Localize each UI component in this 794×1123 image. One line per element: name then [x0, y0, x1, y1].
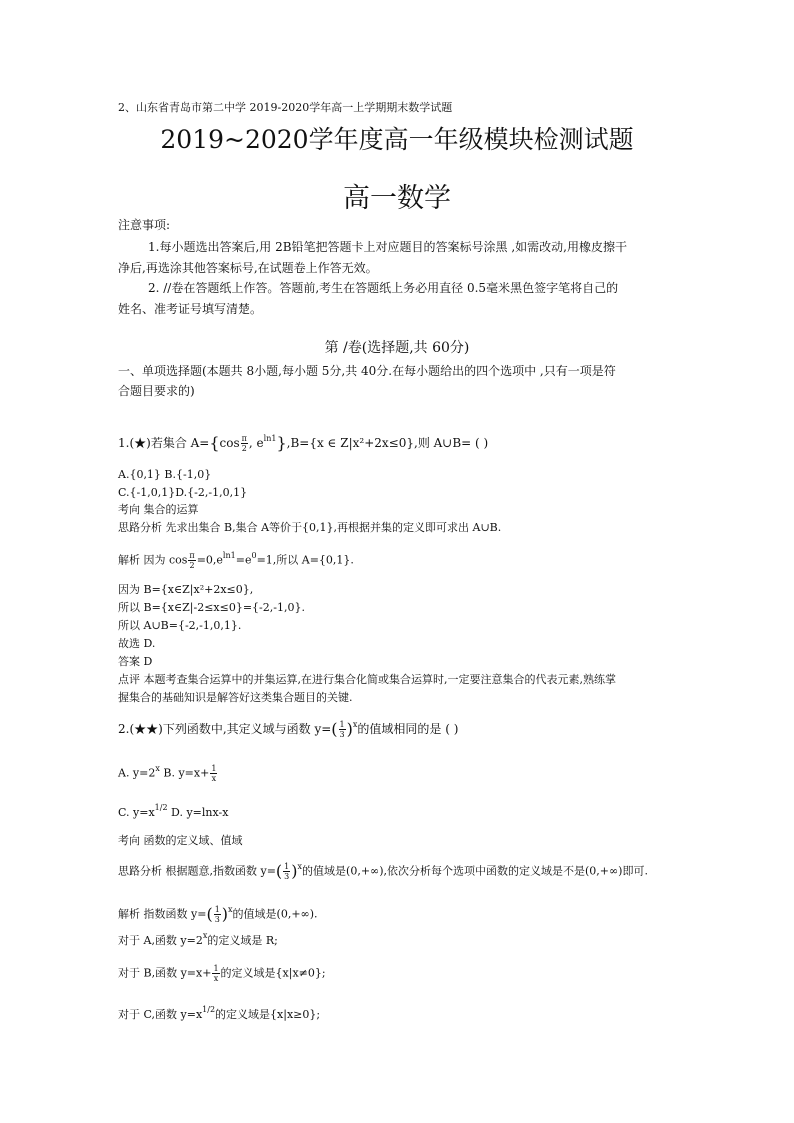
q2-jiexi: 解析 指数函数 y=( $\frac{1}{3}$ )$^x$的值域是(0,+∞).	[118, 904, 318, 924]
q2-line-b-pre: 对于 B,函数 y=x+	[118, 966, 212, 980]
notes-heading: 注意事项:	[118, 218, 171, 232]
q2-jiexi-frac: $\frac{1}{3}$	[214, 905, 220, 924]
note-2-line-2: 姓名、准考证号填写清楚。	[118, 302, 263, 316]
q2-option-d: D. y=lnx-x	[167, 806, 229, 819]
q1-jiexi-exp2: 0	[251, 550, 257, 560]
page-subtitle: 高一数学	[343, 183, 451, 214]
part1-line-2: 合题目要求的)	[118, 384, 195, 398]
q2-silu: 思路分析 根据题意,指数函数 y=( $\frac{1}{3}$ )$^x$的值域是(0,+∞),依次分析每个选项中函数的定义域是不是(0,+∞)即可.	[118, 861, 648, 881]
q2-silu-post: 的值域是(0,+∞),依次分析每个选项中函数的定义域是不是(0,+∞)即可.	[302, 864, 648, 878]
note-1-line-1: 1.每小题选出答案后,用 2B铅笔把答题卡上对应题目的答案标号涂黑 ,如需改动,用橡皮擦干	[148, 240, 627, 254]
q2-stem-post: 的值域相同的是 ( )	[357, 722, 459, 736]
q1-comment-2: 握集合的基础知识是解答好这类集合题目的关键.	[118, 691, 353, 704]
q1-jiexi-exp1: ln1	[222, 550, 236, 560]
q2-line-a-exp: x	[202, 931, 208, 940]
q2-jiexi-pre: 解析 指数函数 y=	[118, 907, 207, 921]
q2-option-b: B. y=x+	[159, 766, 210, 780]
q2-exp: x	[352, 720, 358, 729]
q1-jiexi-mid: =e	[235, 553, 252, 567]
part1-line-1: 一、单项选择题(本题共 8小题,每小题 5分,共 40分.在每小题给出的四个选项中 ,只有一项是符	[118, 364, 616, 378]
q1-jiexi-post: =0,e	[196, 553, 223, 567]
q1-pi-frac: $\frac{\pi}{2}$	[241, 434, 247, 453]
q1-cos: cos	[219, 436, 240, 450]
page-title: 2019~2020学年度高一年级模块检测试题	[160, 125, 634, 154]
q1-options-cd: C.{-1,0,1}D.{-2,-1,0,1}	[118, 486, 248, 499]
q1-stem-pre: 1.(★)若集合 A=	[118, 436, 210, 450]
q2-jiexi-post: 的值域是(0,+∞).	[232, 907, 318, 921]
q1-options-ab: A.{0,1} B.{-1,0}	[118, 468, 212, 481]
q2-line-a-pre: 对于 A,函数 y=2	[118, 934, 203, 947]
note-1-line-2: 净后,再选涂其他答案标号,在试题卷上作答无效。	[118, 261, 378, 275]
source-line: 2、山东省青岛市第二中学 2019-2020学年高一上学期期末数学试题	[118, 101, 453, 114]
q2-line-c-exp: 1/2	[202, 1005, 216, 1014]
q1-line-1: 因为 B={x∈Z|x²+2x≤0},	[118, 583, 254, 596]
note-2-line-1: 2. //卷在答题纸上作答。答题前,考生在答题纸上务必用直径 0.5毫米黑色签字笔将自己的	[148, 281, 619, 295]
q2-line-b-post: 的定义域是{x|x≠0};	[220, 966, 326, 980]
q2-line-b	[118, 964, 326, 983]
q1-stem-post: ,B={x ∈ Z|x²+2x≤0},则 A∪B= ( )	[286, 436, 489, 450]
q2-option-a: A. y=2	[118, 766, 156, 780]
q1-jiexi	[118, 551, 354, 570]
q1-line-2: 所以 B={x∈Z|-2≤x≤0}={-2,-1,0}.	[118, 601, 305, 614]
q2-stem-pre: 2.(★★)下列函数中,其定义域与函数 y=	[118, 722, 332, 736]
q2-line-a	[118, 931, 278, 949]
q2-options-cd	[118, 803, 229, 821]
q1-jiexi-end: =1,所以 A={0,1}.	[256, 553, 354, 567]
q2-silu-frac: $\frac{1}{3}$	[284, 862, 290, 881]
q2-option-c-exp: 1/2	[154, 803, 168, 812]
q1-jiexi-pre: 解析 因为 cos	[118, 553, 188, 567]
q1-line-4: 故选 D.	[118, 637, 156, 650]
q1-e: , e	[248, 436, 264, 450]
q1-kaoxiang: 考向 集合的运算	[118, 503, 199, 516]
q1-stem: 1.(★)若集合 A={cos $\frac{\pi}{2}$ , $e^{ln1}\},B=\{x$ ∈ Z|x²+2x≤0},则 A∪B= ( )	[118, 433, 489, 453]
section-heading: 第 /卷(选择题,共 60分)	[324, 340, 470, 356]
q2-option-b-frac: $\frac{1}{x}$	[211, 764, 217, 783]
q2-silu-pre: 思路分析 根据题意,指数函数 y=	[118, 864, 276, 878]
q2-option-a-exp: x	[155, 763, 160, 773]
q1-line-3: 所以 A∪B={-2,-1,0,1}.	[118, 619, 242, 632]
q2-kaoxiang: 考向 函数的定义域、值域	[118, 834, 243, 847]
q2-jiexi-exp: x	[228, 904, 233, 914]
q2-option-c: C. y=x	[118, 806, 155, 819]
q1-comment-1: 点评 本题考查集合运算中的并集运算,在进行集合化简或集合运算时,一定要注意集合的代表元素,熟练掌	[118, 673, 616, 686]
q2-line-c-post: 的定义域是{x|x≥0};	[215, 1008, 321, 1021]
q2-line-c-pre: 对于 C,函数 y=x	[118, 1008, 203, 1021]
q2-options-ab	[118, 764, 218, 783]
q2-line-a-post: 的定义域是 R;	[207, 934, 278, 947]
q1-answer: 答案 D	[118, 655, 153, 668]
q2-line-b-frac: $\frac{1}{x}$	[213, 964, 219, 983]
q2-stem: 2.(★★)下列函数中,其定义域与函数 y=( $\frac{1}{3}$ )$^x$的值域相同的是 ( )	[118, 719, 459, 739]
q2-line-c	[118, 1005, 321, 1023]
q1-silu: 思路分析 先求出集合 B,集合 A等价于{0,1},再根据并集的定义即可求出 A∪B.	[118, 521, 502, 534]
q2-frac: $\frac{1}{3}$	[339, 720, 345, 739]
q1-jiexi-frac: $\frac{\pi}{2}$	[189, 551, 195, 570]
q1-e-exp: ln1	[263, 434, 277, 443]
q2-silu-exp: x	[297, 861, 303, 871]
